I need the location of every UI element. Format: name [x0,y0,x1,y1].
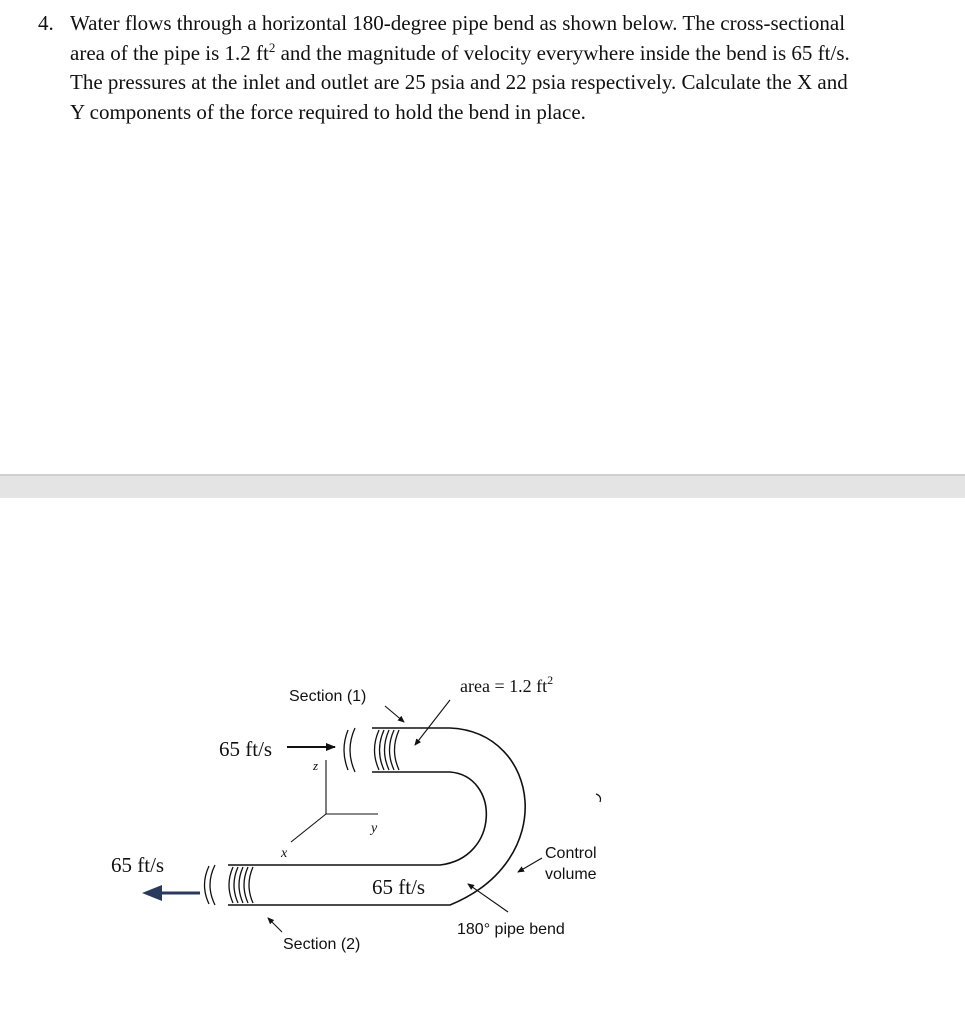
axis-z-label: z [313,758,319,773]
coordinate-axes [291,760,378,842]
area-leader [415,700,450,745]
problem-line-2-superscript: 2 [268,39,276,55]
section2-leader [268,918,282,932]
problem-line-2a: area of the pipe is 1.2 ft [70,40,269,65]
problem-line-2b: and the magnitude of velocity everywhere inside the bend is 65 ft/s. [275,40,850,65]
area-label-text: area = 1.2 ft [460,676,548,696]
outlet-velocity-label-bottom: 65 ft/s [372,875,426,899]
area-label [460,673,553,696]
section2-label: Section (2) [283,936,361,953]
pipe-bend-leader [468,884,508,912]
outlet-velocity-label-left: 65 ft/s [111,853,165,877]
problem-line-3: The pressures at the inlet and outlet are 25 psia and 22 psia respectively. Calculate the X and [70,70,848,94]
area-label-superscript: 2 [547,673,554,687]
inlet-flange [344,728,399,772]
axis-x-label: x [281,846,288,861]
problem-line-1: Water flows through a horizontal 180-degree pipe bend as shown below. The cross-sectional [70,11,846,35]
control-volume-leader [518,858,542,872]
pipe-inner-wall [228,772,486,865]
pipe-bend-label: 180° pipe bend [457,921,565,938]
problem-number: 4. [38,11,54,35]
section1-label: Section (1) [289,688,367,705]
problem-line-4: Y components of the force required to hold the bend in place. [70,99,586,124]
control-volume-label-line2: volume [545,866,597,883]
stray-mark [596,794,601,802]
outlet-flange [205,865,254,905]
control-volume-label-line1: Control [545,845,597,862]
outlet-velocity-arrow [142,885,200,901]
inlet-velocity-label: 65 ft/s [219,737,273,761]
axis-y-label: y [371,821,378,836]
section1-leader [385,706,404,722]
